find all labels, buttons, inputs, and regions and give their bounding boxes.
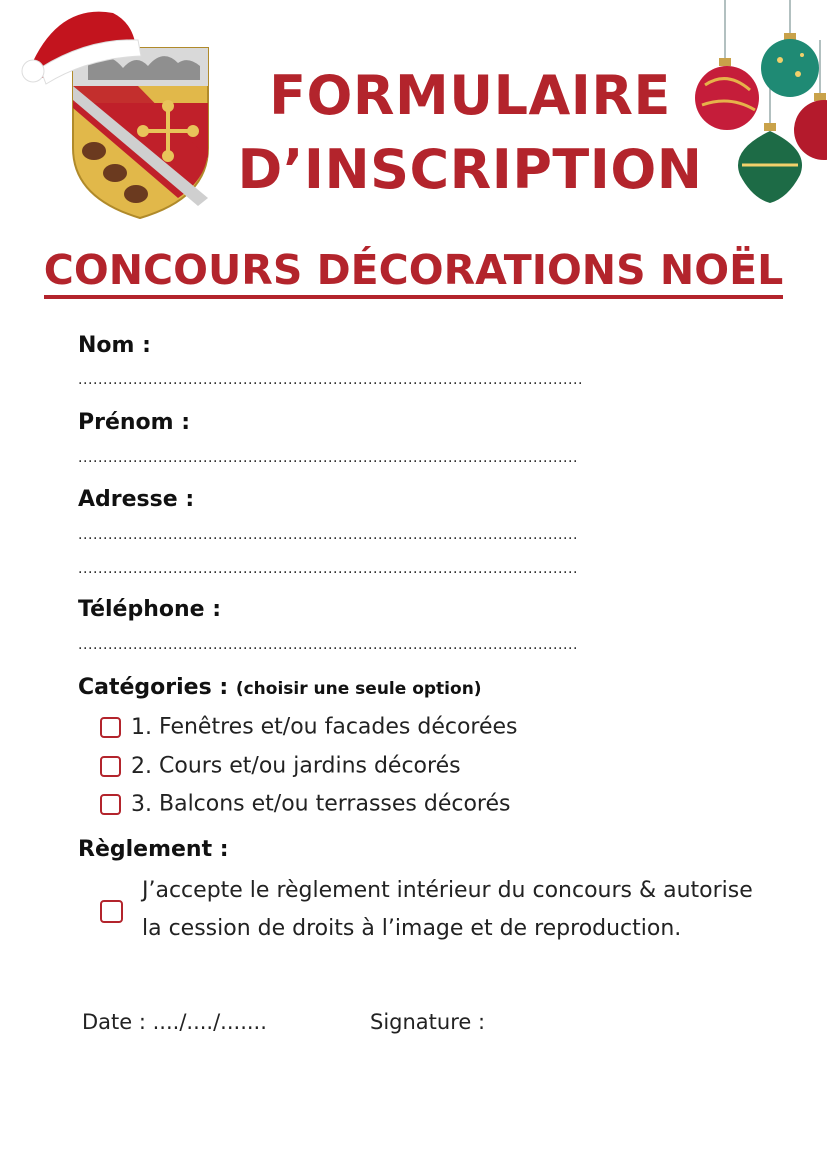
prenom-label: Prénom : xyxy=(78,410,191,435)
option-number: 3. xyxy=(131,791,152,817)
checkbox[interactable] xyxy=(100,717,121,738)
category-option-3[interactable] xyxy=(100,791,510,819)
adresse-field-line2[interactable]: .................................................................................................... xyxy=(78,561,579,577)
reglement-checkbox[interactable] xyxy=(100,900,123,923)
option-number: 2. xyxy=(131,753,152,779)
option-text: Cours et/ou jardins décorés xyxy=(159,753,461,779)
prenom-field[interactable]: .................................................................................................... xyxy=(78,450,579,466)
option-text: Fenêtres et/ou facades décorées xyxy=(159,714,518,740)
option-text: Balcons et/ou terrasses décorés xyxy=(159,791,511,817)
categories-label-text: Catégories : xyxy=(78,675,229,700)
page-title-line1: FORMULAIRE xyxy=(269,64,671,127)
crest-icon xyxy=(18,8,218,223)
page-subtitle xyxy=(0,246,827,294)
checkbox[interactable] xyxy=(100,794,121,815)
subtitle-text: CONCOURS DÉCORATIONS NOËL xyxy=(44,246,783,299)
reglement-text-line2: la cession de droits à l’image et de reproduction. xyxy=(142,916,682,941)
nom-label: Nom : xyxy=(78,333,151,358)
signature-label: Signature : xyxy=(370,1010,486,1034)
categories-label xyxy=(78,675,482,700)
page-title-line2: D’INSCRIPTION xyxy=(237,138,703,201)
option-number: 1. xyxy=(131,714,152,740)
telephone-field[interactable]: .................................................................................................... xyxy=(78,637,579,653)
category-option-2[interactable] xyxy=(100,753,461,781)
adresse-field-line1[interactable]: .................................................................................................... xyxy=(78,527,579,543)
date-field[interactable]: Date : ..../..../....... xyxy=(82,1010,267,1034)
category-option-1[interactable] xyxy=(100,714,518,742)
telephone-label: Téléphone : xyxy=(78,597,222,622)
adresse-label: Adresse : xyxy=(78,487,195,512)
checkbox[interactable] xyxy=(100,756,121,777)
nom-field[interactable]: ..................................................................................................... xyxy=(78,372,584,388)
reglement-label: Règlement : xyxy=(78,837,229,862)
categories-hint: (choisir une seule option) xyxy=(235,679,482,699)
reglement-text-line1: J’accepte le règlement intérieur du concours & autorise xyxy=(142,878,753,903)
